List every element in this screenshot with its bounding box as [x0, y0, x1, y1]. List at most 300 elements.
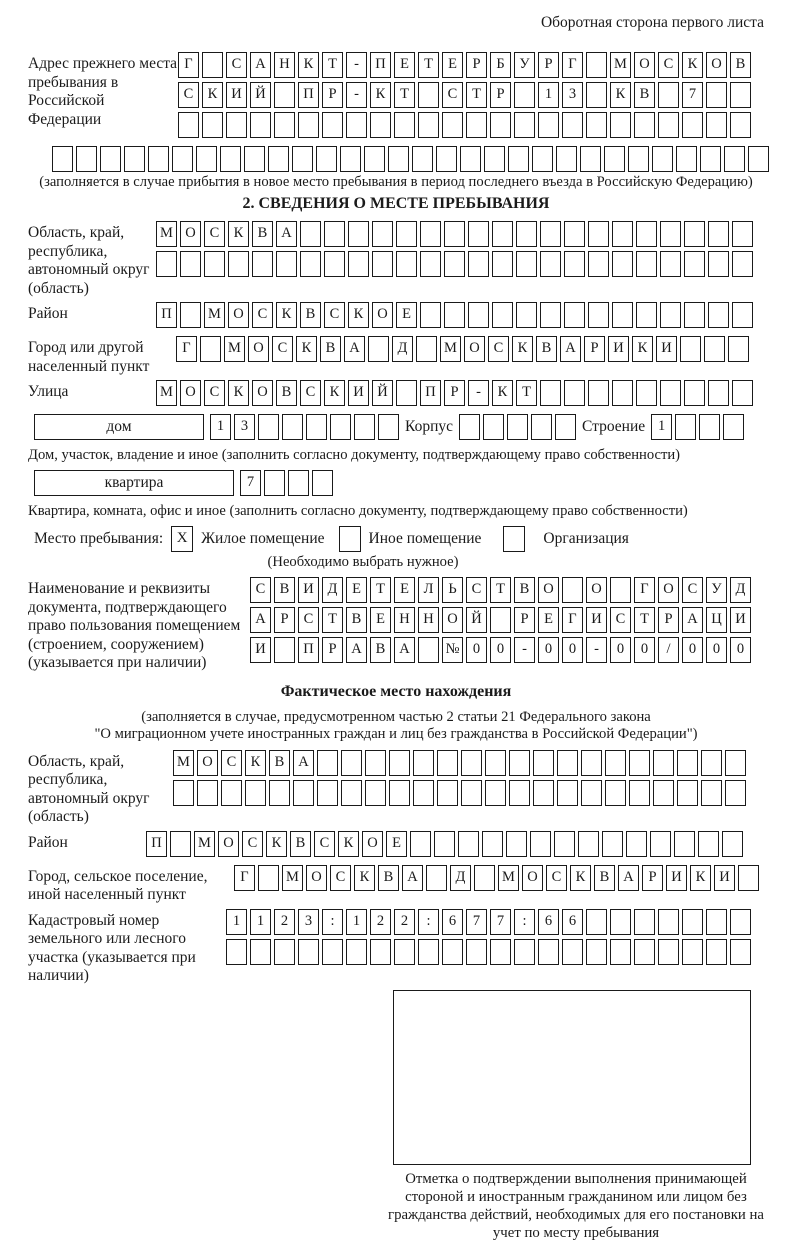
checkbox-organization[interactable]: [503, 526, 525, 552]
char-cell[interactable]: [677, 750, 698, 776]
char-cell[interactable]: [178, 112, 199, 138]
char-cell[interactable]: [490, 607, 511, 633]
char-cell[interactable]: Г: [562, 52, 583, 78]
char-cell[interactable]: [581, 780, 602, 806]
char-cell[interactable]: [562, 112, 583, 138]
char-cell[interactable]: У: [706, 577, 727, 603]
char-cell[interactable]: П: [146, 831, 167, 857]
char-cell[interactable]: [674, 831, 695, 857]
char-cell[interactable]: С: [488, 336, 509, 362]
char-cell[interactable]: Т: [466, 82, 487, 108]
char-cell[interactable]: С: [272, 336, 293, 362]
char-cell[interactable]: В: [276, 380, 297, 406]
char-cell[interactable]: [76, 146, 97, 172]
char-cell[interactable]: В: [594, 865, 615, 891]
checkbox-other-premises[interactable]: [339, 526, 361, 552]
char-cell[interactable]: [461, 750, 482, 776]
char-cell[interactable]: [474, 865, 495, 891]
char-cell[interactable]: [252, 251, 273, 277]
char-cell[interactable]: [459, 414, 480, 440]
char-cell[interactable]: -: [346, 52, 367, 78]
char-cell[interactable]: [699, 414, 720, 440]
char-cell[interactable]: [612, 302, 633, 328]
char-cell[interactable]: [394, 112, 415, 138]
char-cell[interactable]: В: [514, 577, 535, 603]
char-cell[interactable]: [682, 112, 703, 138]
char-cell[interactable]: Р: [658, 607, 679, 633]
char-cell[interactable]: А: [402, 865, 423, 891]
char-cell[interactable]: [485, 750, 506, 776]
char-cell[interactable]: [581, 750, 602, 776]
char-cell[interactable]: [221, 780, 242, 806]
char-cell[interactable]: [348, 251, 369, 277]
char-cell[interactable]: Е: [386, 831, 407, 857]
char-cell[interactable]: Р: [466, 52, 487, 78]
char-cell[interactable]: К: [682, 52, 703, 78]
char-cell[interactable]: [732, 380, 753, 406]
char-cell[interactable]: А: [682, 607, 703, 633]
char-cell[interactable]: [723, 414, 744, 440]
char-cell[interactable]: [316, 146, 337, 172]
char-cell[interactable]: А: [276, 221, 297, 247]
char-cell[interactable]: [700, 146, 721, 172]
char-cell[interactable]: Р: [322, 637, 343, 663]
char-cell[interactable]: Е: [538, 607, 559, 633]
char-cell[interactable]: [564, 251, 585, 277]
char-cell[interactable]: [748, 146, 769, 172]
char-cell[interactable]: [586, 939, 607, 965]
char-cell[interactable]: С: [204, 380, 225, 406]
char-cell[interactable]: [492, 251, 513, 277]
char-cell[interactable]: [437, 750, 458, 776]
char-cell[interactable]: [538, 112, 559, 138]
char-cell[interactable]: Р: [444, 380, 465, 406]
char-cell[interactable]: [629, 780, 650, 806]
char-cell[interactable]: С: [221, 750, 242, 776]
char-cell[interactable]: [220, 146, 241, 172]
char-cell[interactable]: Р: [584, 336, 605, 362]
char-cell[interactable]: К: [298, 52, 319, 78]
char-cell[interactable]: К: [202, 82, 223, 108]
char-cell[interactable]: [396, 221, 417, 247]
char-cell[interactable]: 3: [562, 82, 583, 108]
char-cell[interactable]: 3: [298, 909, 319, 935]
char-cell[interactable]: Е: [370, 607, 391, 633]
char-cell[interactable]: [708, 251, 729, 277]
char-cell[interactable]: [420, 221, 441, 247]
char-cell[interactable]: [460, 146, 481, 172]
char-cell[interactable]: [530, 831, 551, 857]
char-cell[interactable]: В: [346, 607, 367, 633]
char-cell[interactable]: Р: [514, 607, 535, 633]
char-cell[interactable]: О: [372, 302, 393, 328]
char-cell[interactable]: [610, 909, 631, 935]
char-cell[interactable]: О: [218, 831, 239, 857]
char-cell[interactable]: [436, 146, 457, 172]
char-cell[interactable]: М: [194, 831, 215, 857]
char-cell[interactable]: [466, 939, 487, 965]
char-cell[interactable]: [586, 112, 607, 138]
char-cell[interactable]: [300, 251, 321, 277]
char-cell[interactable]: [412, 146, 433, 172]
char-cell[interactable]: К: [512, 336, 533, 362]
char-cell[interactable]: [636, 221, 657, 247]
char-cell[interactable]: [196, 146, 217, 172]
char-cell[interactable]: Н: [418, 607, 439, 633]
char-cell[interactable]: [341, 750, 362, 776]
char-cell[interactable]: О: [180, 380, 201, 406]
char-cell[interactable]: [276, 251, 297, 277]
char-cell[interactable]: [346, 939, 367, 965]
char-cell[interactable]: Т: [516, 380, 537, 406]
char-cell[interactable]: К: [228, 221, 249, 247]
char-cell[interactable]: [650, 831, 671, 857]
char-cell[interactable]: [312, 470, 333, 496]
char-cell[interactable]: [269, 780, 290, 806]
char-cell[interactable]: М: [204, 302, 225, 328]
char-cell[interactable]: [725, 750, 746, 776]
char-cell[interactable]: [533, 750, 554, 776]
char-cell[interactable]: [653, 780, 674, 806]
char-cell[interactable]: [684, 251, 705, 277]
char-cell[interactable]: К: [354, 865, 375, 891]
char-cell[interactable]: 7: [240, 470, 261, 496]
char-cell[interactable]: [508, 146, 529, 172]
char-cell[interactable]: Т: [418, 52, 439, 78]
char-cell[interactable]: [634, 112, 655, 138]
char-cell[interactable]: А: [346, 637, 367, 663]
char-cell[interactable]: [250, 939, 271, 965]
char-cell[interactable]: [378, 414, 399, 440]
char-cell[interactable]: К: [245, 750, 266, 776]
char-cell[interactable]: С: [300, 380, 321, 406]
char-cell[interactable]: О: [306, 865, 327, 891]
char-cell[interactable]: 1: [210, 414, 231, 440]
char-cell[interactable]: О: [706, 52, 727, 78]
char-cell[interactable]: [317, 780, 338, 806]
char-cell[interactable]: [728, 336, 749, 362]
char-cell[interactable]: [245, 780, 266, 806]
char-cell[interactable]: [634, 909, 655, 935]
char-cell[interactable]: Г: [562, 607, 583, 633]
char-cell[interactable]: [52, 146, 73, 172]
char-cell[interactable]: №: [442, 637, 463, 663]
char-cell[interactable]: [274, 112, 295, 138]
char-cell[interactable]: [197, 780, 218, 806]
char-cell[interactable]: С: [178, 82, 199, 108]
char-cell[interactable]: [612, 380, 633, 406]
char-cell[interactable]: [706, 112, 727, 138]
char-cell[interactable]: О: [252, 380, 273, 406]
char-cell[interactable]: Б: [490, 52, 511, 78]
char-cell[interactable]: [540, 302, 561, 328]
char-cell[interactable]: [507, 414, 528, 440]
char-cell[interactable]: [388, 146, 409, 172]
char-cell[interactable]: Е: [396, 302, 417, 328]
char-cell[interactable]: В: [536, 336, 557, 362]
char-cell[interactable]: [268, 146, 289, 172]
char-cell[interactable]: [365, 780, 386, 806]
char-cell[interactable]: Т: [370, 577, 391, 603]
char-cell[interactable]: П: [156, 302, 177, 328]
char-cell[interactable]: И: [348, 380, 369, 406]
char-cell[interactable]: [730, 909, 751, 935]
char-cell[interactable]: [466, 112, 487, 138]
char-cell[interactable]: [483, 414, 504, 440]
char-cell[interactable]: 1: [346, 909, 367, 935]
char-cell[interactable]: [124, 146, 145, 172]
char-cell[interactable]: [605, 780, 626, 806]
char-cell[interactable]: [292, 146, 313, 172]
char-cell[interactable]: [626, 831, 647, 857]
char-cell[interactable]: [564, 221, 585, 247]
char-cell[interactable]: [288, 470, 309, 496]
char-cell[interactable]: [298, 112, 319, 138]
char-cell[interactable]: :: [514, 909, 535, 935]
char-cell[interactable]: /: [658, 637, 679, 663]
char-cell[interactable]: [330, 414, 351, 440]
char-cell[interactable]: Т: [322, 52, 343, 78]
char-cell[interactable]: К: [570, 865, 591, 891]
char-cell[interactable]: [732, 302, 753, 328]
char-cell[interactable]: И: [666, 865, 687, 891]
char-cell[interactable]: [604, 146, 625, 172]
char-cell[interactable]: 2: [274, 909, 295, 935]
char-cell[interactable]: С: [330, 865, 351, 891]
char-cell[interactable]: С: [442, 82, 463, 108]
char-cell[interactable]: В: [300, 302, 321, 328]
char-cell[interactable]: Е: [442, 52, 463, 78]
char-cell[interactable]: [341, 780, 362, 806]
char-cell[interactable]: [708, 302, 729, 328]
char-cell[interactable]: И: [226, 82, 247, 108]
char-cell[interactable]: [610, 939, 631, 965]
char-cell[interactable]: [516, 221, 537, 247]
char-cell[interactable]: [540, 221, 561, 247]
char-cell[interactable]: В: [320, 336, 341, 362]
char-cell[interactable]: [675, 414, 696, 440]
char-cell[interactable]: И: [586, 607, 607, 633]
char-cell[interactable]: А: [293, 750, 314, 776]
char-cell[interactable]: 2: [394, 909, 415, 935]
char-cell[interactable]: [610, 112, 631, 138]
char-cell[interactable]: Д: [730, 577, 751, 603]
char-cell[interactable]: [531, 414, 552, 440]
char-cell[interactable]: К: [632, 336, 653, 362]
char-cell[interactable]: К: [276, 302, 297, 328]
char-cell[interactable]: [612, 221, 633, 247]
char-cell[interactable]: [300, 221, 321, 247]
char-cell[interactable]: О: [197, 750, 218, 776]
char-cell[interactable]: [100, 146, 121, 172]
char-cell[interactable]: Й: [250, 82, 271, 108]
char-cell[interactable]: С: [466, 577, 487, 603]
char-cell[interactable]: [533, 780, 554, 806]
char-cell[interactable]: [682, 909, 703, 935]
char-cell[interactable]: [317, 750, 338, 776]
char-cell[interactable]: :: [418, 909, 439, 935]
char-cell[interactable]: Г: [178, 52, 199, 78]
char-cell[interactable]: [340, 146, 361, 172]
char-cell[interactable]: [708, 221, 729, 247]
char-cell[interactable]: [516, 302, 537, 328]
char-cell[interactable]: [588, 302, 609, 328]
char-cell[interactable]: 7: [490, 909, 511, 935]
char-cell[interactable]: П: [298, 637, 319, 663]
char-cell[interactable]: [274, 82, 295, 108]
char-cell[interactable]: [586, 82, 607, 108]
char-cell[interactable]: [738, 865, 759, 891]
char-cell[interactable]: [676, 146, 697, 172]
char-cell[interactable]: [701, 750, 722, 776]
char-cell[interactable]: [706, 939, 727, 965]
char-cell[interactable]: О: [180, 221, 201, 247]
char-cell[interactable]: [148, 146, 169, 172]
char-cell[interactable]: [365, 750, 386, 776]
char-cell[interactable]: И: [298, 577, 319, 603]
char-cell[interactable]: [418, 112, 439, 138]
char-cell[interactable]: [244, 146, 265, 172]
char-cell[interactable]: [394, 939, 415, 965]
char-cell[interactable]: [437, 780, 458, 806]
char-cell[interactable]: [458, 831, 479, 857]
char-cell[interactable]: [564, 380, 585, 406]
char-cell[interactable]: С: [324, 302, 345, 328]
char-cell[interactable]: [732, 221, 753, 247]
char-cell[interactable]: К: [266, 831, 287, 857]
char-cell[interactable]: М: [156, 380, 177, 406]
char-cell[interactable]: С: [546, 865, 567, 891]
char-cell[interactable]: В: [290, 831, 311, 857]
char-cell[interactable]: [492, 302, 513, 328]
char-cell[interactable]: В: [370, 637, 391, 663]
char-cell[interactable]: И: [730, 607, 751, 633]
char-cell[interactable]: [324, 251, 345, 277]
char-cell[interactable]: [684, 302, 705, 328]
char-cell[interactable]: [684, 221, 705, 247]
char-cell[interactable]: [586, 909, 607, 935]
char-cell[interactable]: [370, 112, 391, 138]
char-cell[interactable]: 1: [250, 909, 271, 935]
char-cell[interactable]: [586, 52, 607, 78]
char-cell[interactable]: М: [173, 750, 194, 776]
char-cell[interactable]: [444, 302, 465, 328]
char-cell[interactable]: У: [514, 52, 535, 78]
char-cell[interactable]: [484, 146, 505, 172]
char-cell[interactable]: [732, 251, 753, 277]
char-cell[interactable]: 0: [490, 637, 511, 663]
char-cell[interactable]: [554, 831, 575, 857]
char-cell[interactable]: Р: [322, 82, 343, 108]
char-cell[interactable]: [610, 577, 631, 603]
char-cell[interactable]: Е: [346, 577, 367, 603]
char-cell[interactable]: [172, 146, 193, 172]
char-cell[interactable]: М: [440, 336, 461, 362]
char-cell[interactable]: К: [492, 380, 513, 406]
char-cell[interactable]: С: [610, 607, 631, 633]
char-cell[interactable]: [556, 146, 577, 172]
char-cell[interactable]: Н: [274, 52, 295, 78]
char-cell[interactable]: [514, 82, 535, 108]
char-cell[interactable]: С: [250, 577, 271, 603]
char-cell[interactable]: Р: [490, 82, 511, 108]
char-cell[interactable]: [540, 251, 561, 277]
char-cell[interactable]: М: [224, 336, 245, 362]
char-cell[interactable]: Г: [234, 865, 255, 891]
char-cell[interactable]: [420, 251, 441, 277]
char-cell[interactable]: Г: [176, 336, 197, 362]
char-cell[interactable]: А: [250, 607, 271, 633]
char-cell[interactable]: [658, 939, 679, 965]
char-cell[interactable]: С: [298, 607, 319, 633]
char-cell[interactable]: [730, 939, 751, 965]
char-cell[interactable]: [416, 336, 437, 362]
char-cell[interactable]: [612, 251, 633, 277]
char-cell[interactable]: [555, 414, 576, 440]
char-cell[interactable]: :: [322, 909, 343, 935]
char-cell[interactable]: И: [608, 336, 629, 362]
char-cell[interactable]: [562, 577, 583, 603]
char-cell[interactable]: [418, 939, 439, 965]
char-cell[interactable]: К: [348, 302, 369, 328]
char-cell[interactable]: О: [634, 52, 655, 78]
char-cell[interactable]: [653, 750, 674, 776]
checkbox-residential[interactable]: X: [171, 526, 193, 552]
char-cell[interactable]: И: [714, 865, 735, 891]
char-cell[interactable]: [492, 221, 513, 247]
char-cell[interactable]: [156, 251, 177, 277]
char-cell[interactable]: К: [228, 380, 249, 406]
char-cell[interactable]: О: [362, 831, 383, 857]
char-cell[interactable]: [396, 251, 417, 277]
char-cell[interactable]: [322, 939, 343, 965]
char-cell[interactable]: Н: [394, 607, 415, 633]
char-cell[interactable]: О: [658, 577, 679, 603]
char-cell[interactable]: [636, 302, 657, 328]
char-cell[interactable]: [605, 750, 626, 776]
char-cell[interactable]: И: [250, 637, 271, 663]
char-cell[interactable]: С: [252, 302, 273, 328]
char-cell[interactable]: К: [690, 865, 711, 891]
char-cell[interactable]: [348, 221, 369, 247]
char-cell[interactable]: [204, 251, 225, 277]
char-cell[interactable]: О: [248, 336, 269, 362]
char-cell[interactable]: К: [370, 82, 391, 108]
char-cell[interactable]: [730, 112, 751, 138]
char-cell[interactable]: [636, 251, 657, 277]
char-cell[interactable]: В: [269, 750, 290, 776]
char-cell[interactable]: [660, 251, 681, 277]
char-cell[interactable]: [701, 780, 722, 806]
char-cell[interactable]: [426, 865, 447, 891]
char-cell[interactable]: [634, 939, 655, 965]
char-cell[interactable]: О: [464, 336, 485, 362]
char-cell[interactable]: [298, 939, 319, 965]
char-cell[interactable]: Т: [322, 607, 343, 633]
char-cell[interactable]: [418, 82, 439, 108]
char-cell[interactable]: Т: [394, 82, 415, 108]
char-cell[interactable]: С: [204, 221, 225, 247]
char-cell[interactable]: [264, 470, 285, 496]
char-cell[interactable]: С: [314, 831, 335, 857]
char-cell[interactable]: [506, 831, 527, 857]
char-cell[interactable]: [372, 251, 393, 277]
char-cell[interactable]: [682, 939, 703, 965]
char-cell[interactable]: [434, 831, 455, 857]
char-cell[interactable]: Р: [642, 865, 663, 891]
char-cell[interactable]: [482, 831, 503, 857]
char-cell[interactable]: Д: [322, 577, 343, 603]
